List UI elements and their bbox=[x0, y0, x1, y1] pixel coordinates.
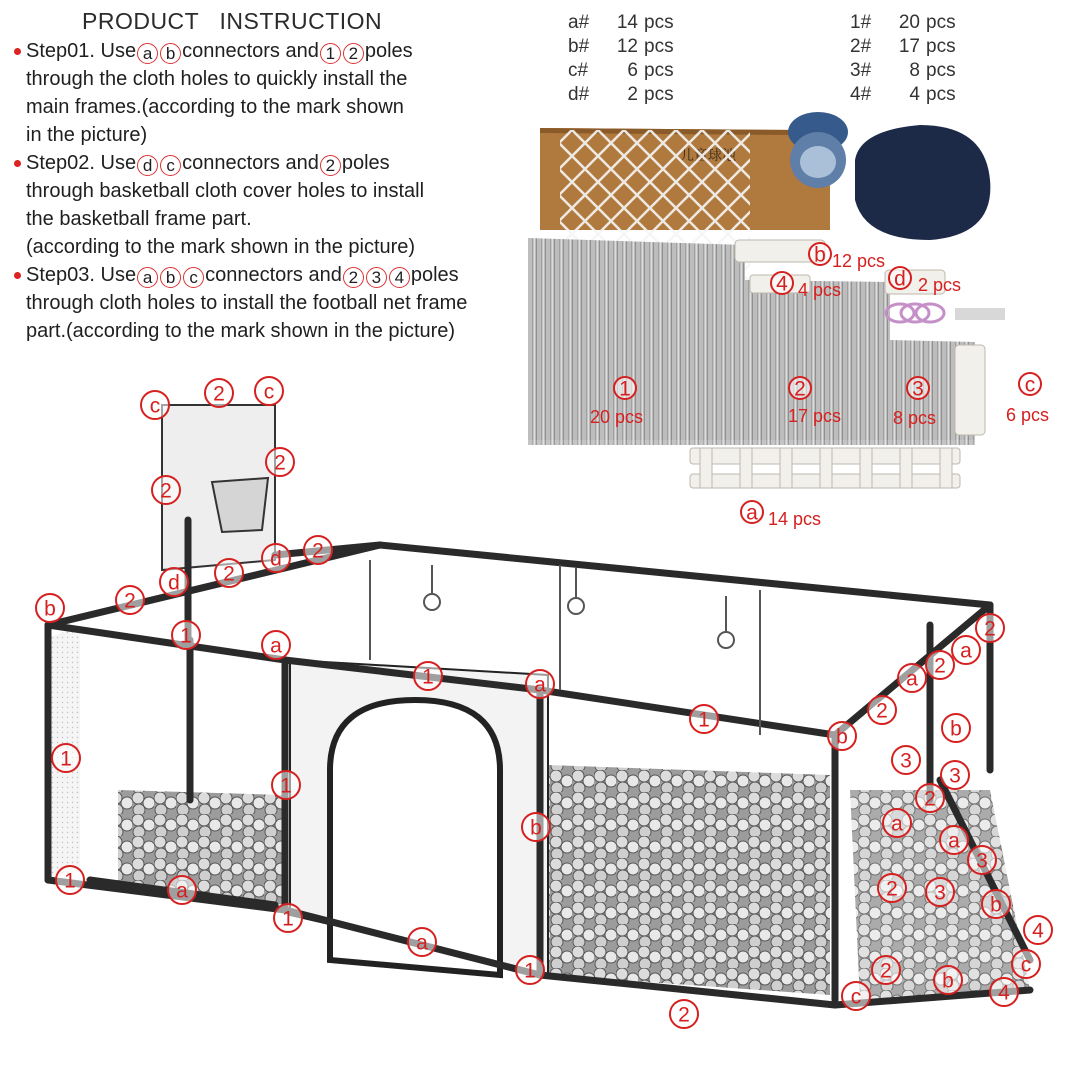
count-value: 12 bbox=[616, 36, 638, 57]
parts-count-label: 2 pcs bbox=[918, 275, 962, 295]
mark-label: 2 bbox=[223, 562, 235, 586]
mark-2-icon: 2 bbox=[343, 267, 364, 288]
parts-mark-label: a bbox=[746, 501, 758, 525]
mark-label: a bbox=[960, 639, 972, 663]
mark-label: c bbox=[263, 380, 275, 404]
count-value: 20 bbox=[898, 12, 920, 33]
parts-labels bbox=[590, 243, 1049, 529]
mark-label: 1 bbox=[698, 708, 710, 732]
count-key: c# bbox=[568, 60, 589, 81]
mark-label: 2 bbox=[213, 382, 225, 406]
parts-mark-label: 1 bbox=[619, 377, 631, 401]
count-value: 8 bbox=[909, 60, 920, 81]
count-value: 6 bbox=[627, 60, 638, 81]
parts-count-label: 20 pcs bbox=[590, 407, 644, 427]
mark-label: a bbox=[891, 812, 903, 836]
count-unit: pcs bbox=[644, 12, 674, 33]
mark-label: 3 bbox=[949, 764, 961, 788]
mark-label: c bbox=[850, 985, 862, 1009]
mark-label: 3 bbox=[900, 749, 912, 773]
mark-label: b bbox=[836, 725, 848, 749]
count-key: 3# bbox=[850, 60, 872, 81]
mark-a-icon: a bbox=[137, 267, 158, 288]
parts-count-label: 6 pcs bbox=[1006, 405, 1050, 425]
count-value: 17 bbox=[898, 36, 920, 57]
mark-label: 2 bbox=[124, 589, 136, 613]
step-text: Step03. Use bbox=[26, 264, 137, 286]
count-unit: pcs bbox=[644, 84, 674, 105]
mark-label: d bbox=[168, 571, 180, 595]
mark-b-icon: b bbox=[160, 43, 181, 64]
parts-mark-label: d bbox=[894, 267, 906, 291]
step-text: connectors and bbox=[182, 152, 319, 174]
mark-c-icon: c bbox=[183, 267, 204, 288]
mark-label: b bbox=[942, 969, 954, 993]
count-unit: pcs bbox=[926, 12, 956, 33]
mark-c-icon: c bbox=[160, 155, 181, 176]
count-value: 4 bbox=[909, 84, 920, 105]
mark-d-icon: d bbox=[137, 155, 158, 176]
count-key: b# bbox=[568, 36, 590, 57]
count-unit: pcs bbox=[644, 36, 674, 57]
mark-1-icon: 1 bbox=[320, 43, 341, 64]
step-text: Step01. Use bbox=[26, 40, 137, 62]
parts-mark-label: 3 bbox=[912, 377, 924, 401]
mark-label: 1 bbox=[60, 747, 72, 771]
step-3-line: part.(according to the mark shown in the picture) bbox=[26, 320, 456, 342]
parts-count-label: 17 pcs bbox=[788, 406, 842, 426]
step-text: connectors and bbox=[205, 264, 342, 286]
step-text: poles bbox=[364, 40, 413, 62]
parts-mark-label: c bbox=[1024, 373, 1036, 397]
count-key: d# bbox=[568, 84, 590, 105]
mark-label: 3 bbox=[934, 881, 946, 905]
mark-2-icon: 2 bbox=[343, 43, 364, 64]
parts-mark-label: 4 bbox=[776, 272, 788, 296]
mark-label: b bbox=[990, 893, 1002, 917]
mark-label: 3 bbox=[976, 849, 988, 873]
step-text: poles bbox=[410, 264, 459, 286]
mark-label: 1 bbox=[64, 869, 76, 893]
mark-label: 2 bbox=[934, 654, 946, 678]
mark-label: 2 bbox=[160, 479, 172, 503]
mark-label: a bbox=[270, 634, 282, 658]
step-1-line: through the cloth holes to quickly install the bbox=[26, 68, 408, 90]
mark-3-icon: 3 bbox=[366, 267, 387, 288]
mark-label: 2 bbox=[274, 451, 286, 475]
mark-b-icon: b bbox=[160, 267, 181, 288]
count-value: 14 bbox=[616, 12, 638, 33]
count-unit: pcs bbox=[644, 60, 674, 81]
step-1-line: main frames.(according to the mark shown bbox=[26, 96, 404, 118]
step-text: connectors and bbox=[182, 40, 319, 62]
mark-2-icon: 2 bbox=[320, 155, 341, 176]
count-key: a# bbox=[568, 12, 590, 33]
step-2-line: through basketball cloth cover holes to install bbox=[26, 180, 425, 202]
mark-label: 2 bbox=[886, 877, 898, 901]
count-unit: pcs bbox=[926, 36, 956, 57]
mark-label: a bbox=[948, 829, 960, 853]
mark-label: 4 bbox=[1032, 919, 1044, 943]
mark-label: 2 bbox=[312, 539, 324, 563]
mark-label: 1 bbox=[280, 774, 292, 798]
parts-mark-label: 2 bbox=[794, 377, 806, 401]
mark-label: c bbox=[149, 394, 161, 418]
parts-count-label: 8 pcs bbox=[893, 408, 937, 428]
step-2-line: the basketball frame part. bbox=[26, 208, 252, 230]
step-2-line: (according to the mark shown in the picture) bbox=[26, 236, 416, 258]
mark-label: 2 bbox=[984, 617, 996, 641]
parts-count-label: 14 pcs bbox=[768, 509, 822, 529]
mark-4-icon: 4 bbox=[389, 267, 410, 288]
step-3-line: through cloth holes to install the football net frame bbox=[26, 292, 468, 314]
mark-label: b bbox=[44, 597, 56, 621]
page-title: PRODUCT INSTRUCTION bbox=[82, 8, 383, 34]
mark-a-icon: a bbox=[137, 43, 158, 64]
mark-label: 1 bbox=[422, 665, 434, 689]
count-value: 2 bbox=[627, 84, 638, 105]
mark-label: b bbox=[530, 816, 542, 840]
mark-label: a bbox=[416, 931, 428, 955]
mark-label: c bbox=[1020, 953, 1032, 977]
mark-label: 1 bbox=[180, 624, 192, 648]
mark-label: a bbox=[176, 879, 188, 903]
mark-label: a bbox=[906, 667, 918, 691]
count-key: 1# bbox=[850, 12, 872, 33]
mark-label: 2 bbox=[924, 787, 936, 811]
ball-pit-right bbox=[548, 765, 830, 995]
count-unit: pcs bbox=[926, 84, 956, 105]
parts-count-label: 4 pcs bbox=[798, 280, 842, 300]
parts-mark-label: b bbox=[814, 243, 826, 267]
step-1-line: in the picture) bbox=[26, 124, 148, 146]
step-text: Step02. Use bbox=[26, 152, 137, 174]
mark-label: 2 bbox=[880, 959, 892, 983]
mark-label: 1 bbox=[524, 959, 536, 983]
mark-label: b bbox=[950, 717, 962, 741]
step-text: poles bbox=[341, 152, 390, 174]
mark-label: 2 bbox=[678, 1003, 690, 1027]
mark-label: a bbox=[534, 673, 546, 697]
mark-label: d bbox=[270, 547, 282, 571]
parts-count-label: 12 pcs bbox=[832, 251, 886, 271]
mark-label: 1 bbox=[282, 907, 294, 931]
count-key: 2# bbox=[850, 36, 872, 57]
count-unit: pcs bbox=[926, 60, 956, 81]
mark-label: 2 bbox=[876, 699, 888, 723]
count-key: 4# bbox=[850, 84, 872, 105]
mark-label: 4 bbox=[998, 981, 1010, 1005]
